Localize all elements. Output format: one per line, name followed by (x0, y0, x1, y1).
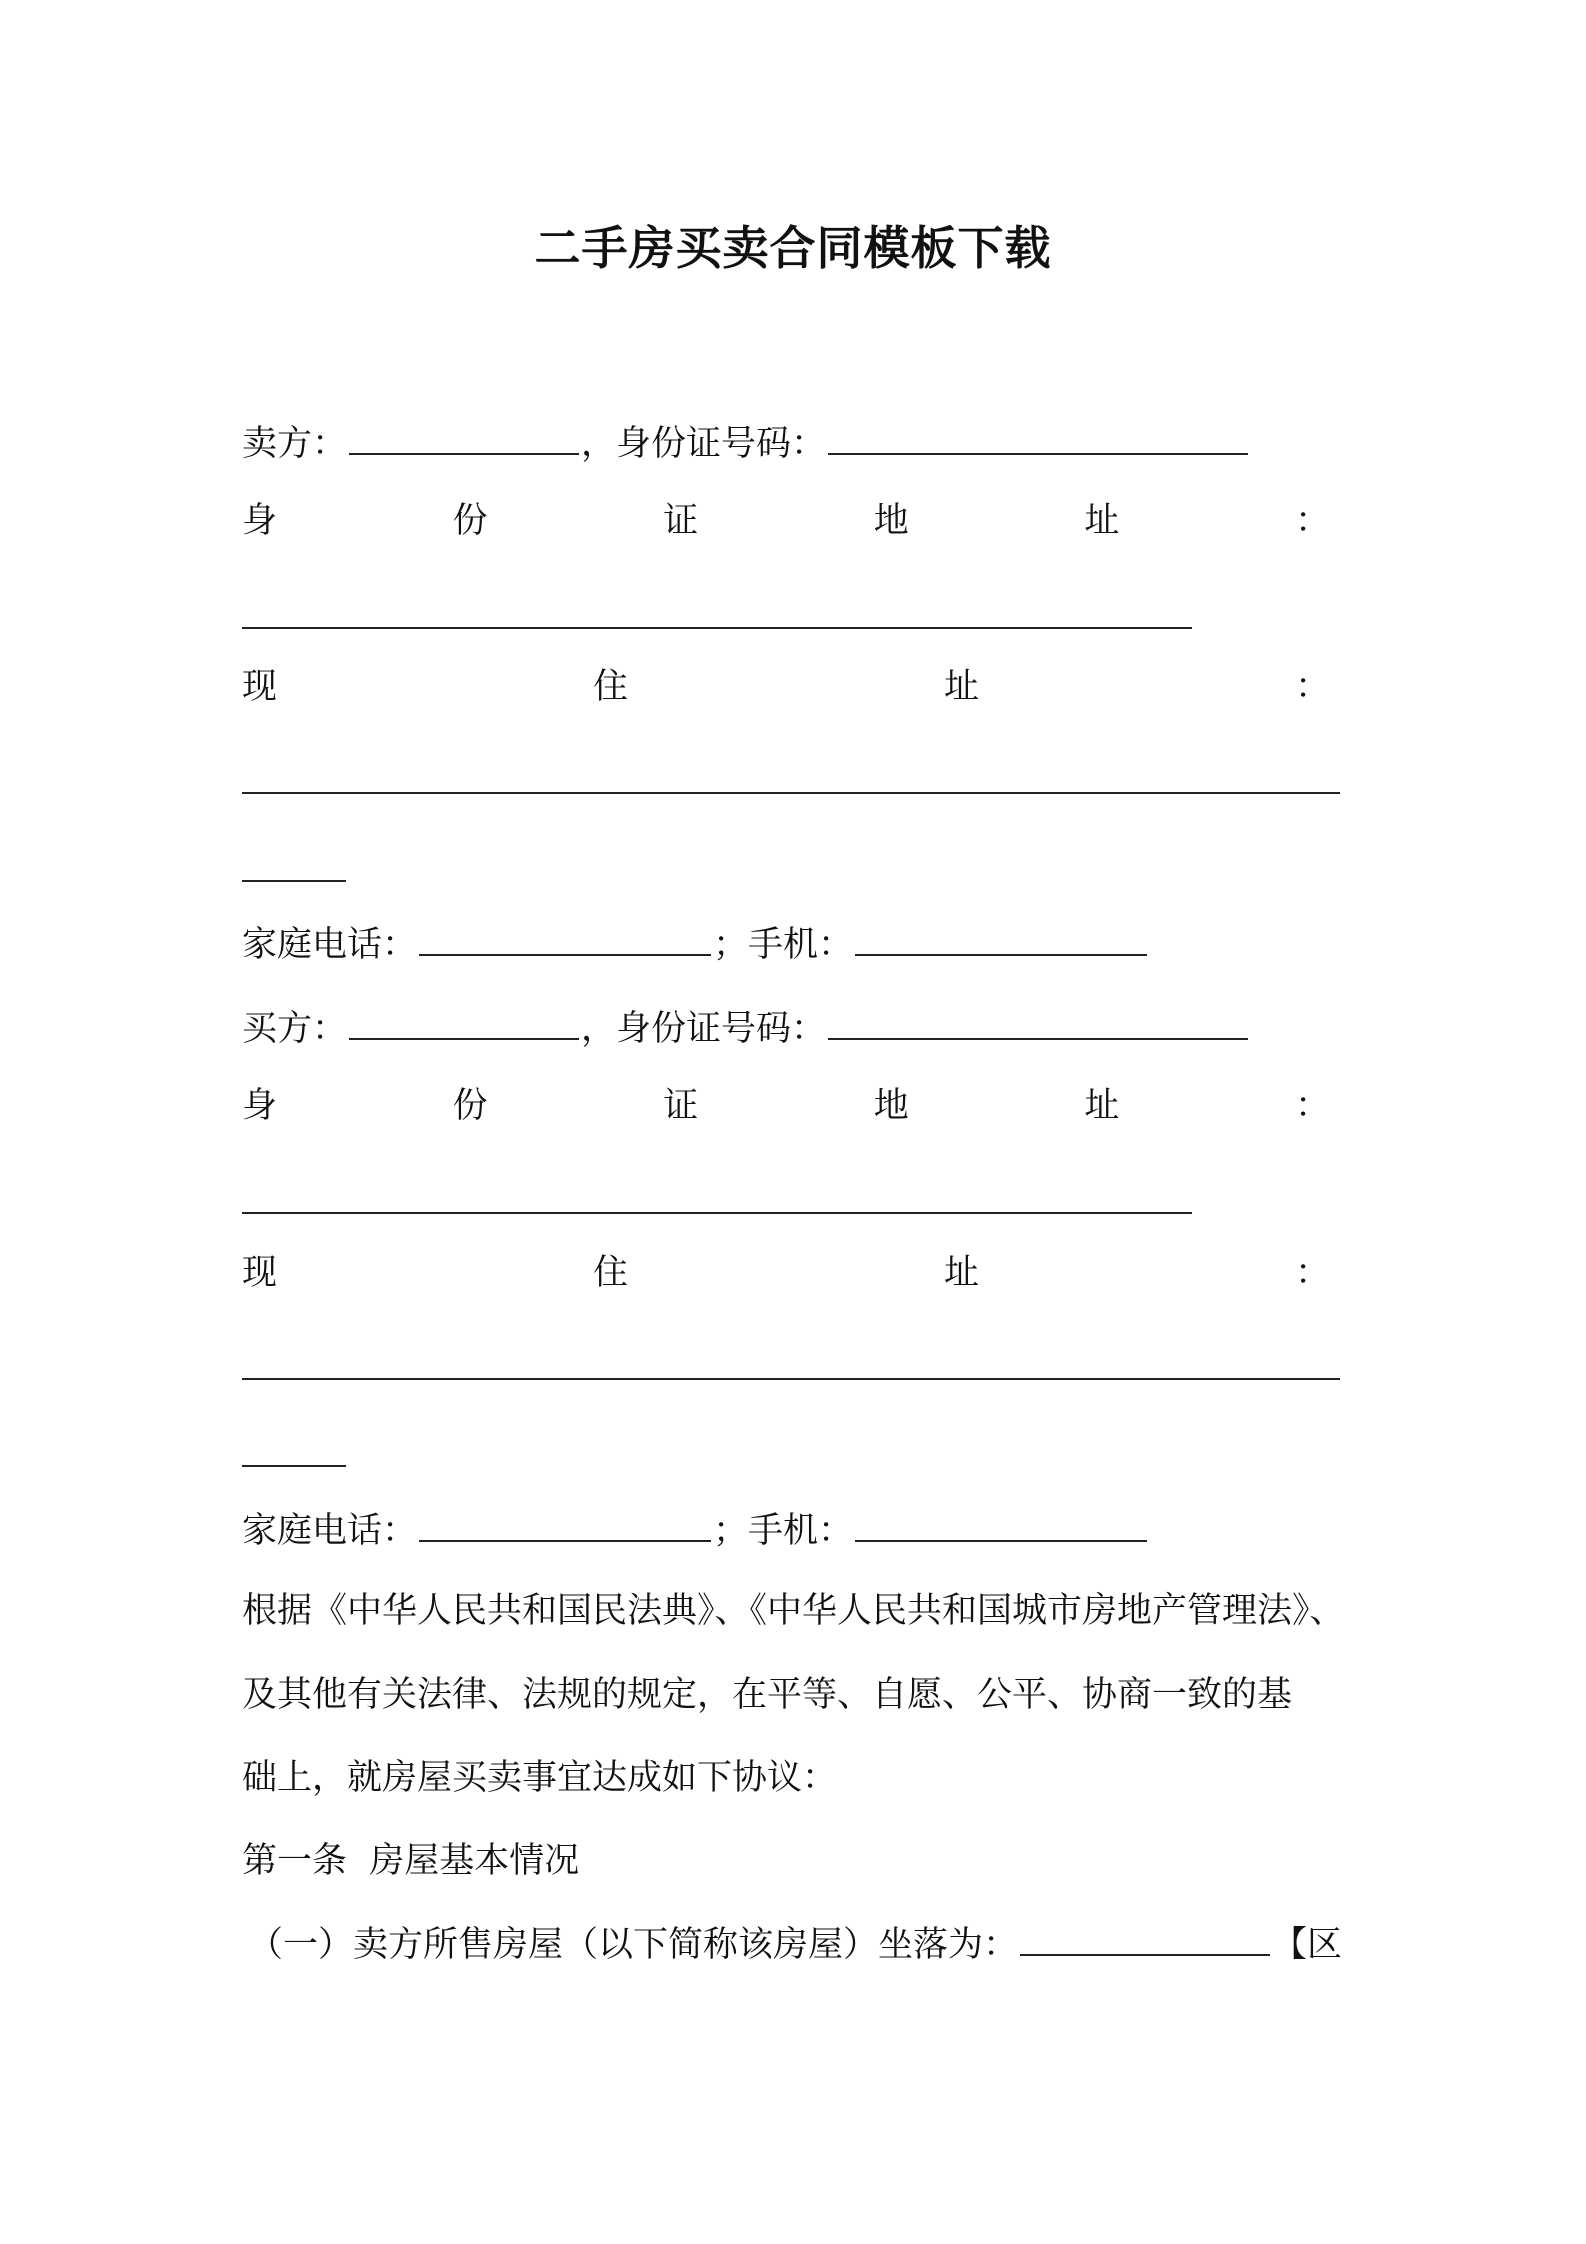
buyer-id-address-blank[interactable] (242, 1212, 1192, 1214)
buyer-name-blank[interactable] (349, 1008, 579, 1040)
buyer-phone-label: 家庭电话： (242, 1511, 418, 1551)
char: 现 (242, 667, 278, 707)
seller-label: 卖方： (242, 424, 348, 464)
buyer-phone-blank[interactable] (419, 1510, 711, 1542)
item-1-suffix: 【区 (1272, 1925, 1343, 1965)
document-title: 二手房买卖合同模板下载 (534, 221, 1052, 275)
seller-id-label: ，身份证号码： (581, 424, 827, 464)
buyer-id-blank[interactable] (828, 1008, 1248, 1040)
seller-id-address-label (242, 498, 1330, 544)
char: 份 (452, 1086, 488, 1126)
article-1-heading: 第一条 房屋基本情况 (242, 1841, 580, 1881)
buyer-mobile-label: ；手机： (713, 1511, 854, 1551)
buyer-id-label: ，身份证号码： (581, 1009, 827, 1049)
char: 住 (592, 1253, 628, 1293)
char: ： (1294, 667, 1330, 707)
seller-mobile-blank[interactable] (855, 924, 1147, 956)
seller-name-line (242, 421, 1250, 467)
char: 证 (663, 501, 699, 541)
seller-id-address-blank[interactable] (242, 627, 1192, 629)
seller-name-blank[interactable] (349, 423, 579, 455)
buyer-mobile-blank[interactable] (855, 1510, 1147, 1542)
buyer-phone-line (242, 1508, 1149, 1554)
buyer-label: 买方： (242, 1009, 348, 1049)
buyer-current-address-blank[interactable] (242, 1378, 1340, 1380)
char: 址 (1084, 1086, 1120, 1126)
char: ： (1294, 1086, 1330, 1126)
buyer-current-address-label (242, 1250, 1330, 1296)
char: ： (1294, 501, 1330, 541)
char: 身 (242, 501, 278, 541)
seller-phone-label: 家庭电话： (242, 925, 418, 965)
buyer-name-line (242, 1006, 1250, 1052)
preamble-line-2: 及其他有关法律、法规的规定，在平等、自愿、公平、协商一致的基 (242, 1675, 1293, 1715)
preamble-line-1: 根据《中华人民共和国民法典》、《中华人民共和国城市房地产管理法》、 (242, 1591, 1345, 1631)
char: 地 (873, 1086, 909, 1126)
item-1-text: （一）卖方所售房屋（以下简称该房屋）坐落为： (248, 1925, 1019, 1965)
seller-current-address-blank[interactable] (242, 792, 1340, 794)
char: 住 (592, 667, 628, 707)
buyer-id-address-label (242, 1083, 1330, 1129)
seller-current-address-label (242, 664, 1330, 710)
preamble-line-3: 础上，就房屋买卖事宜达成如下协议： (242, 1758, 838, 1798)
char: 证 (663, 1086, 699, 1126)
char: 址 (1084, 501, 1120, 541)
buyer-current-address-blank-cont[interactable] (242, 1465, 346, 1467)
seller-current-address-blank-cont[interactable] (242, 880, 346, 882)
article-1-item-1 (248, 1922, 1342, 1968)
char: 址 (943, 1253, 979, 1293)
char: 地 (873, 501, 909, 541)
location-blank[interactable] (1020, 1924, 1270, 1956)
seller-mobile-label: ；手机： (713, 925, 854, 965)
seller-phone-blank[interactable] (419, 924, 711, 956)
seller-phone-line (242, 922, 1149, 968)
char: 址 (943, 667, 979, 707)
seller-id-blank[interactable] (828, 423, 1248, 455)
char: ： (1294, 1253, 1330, 1293)
char: 现 (242, 1253, 278, 1293)
char: 身 (242, 1086, 278, 1126)
char: 份 (452, 501, 488, 541)
